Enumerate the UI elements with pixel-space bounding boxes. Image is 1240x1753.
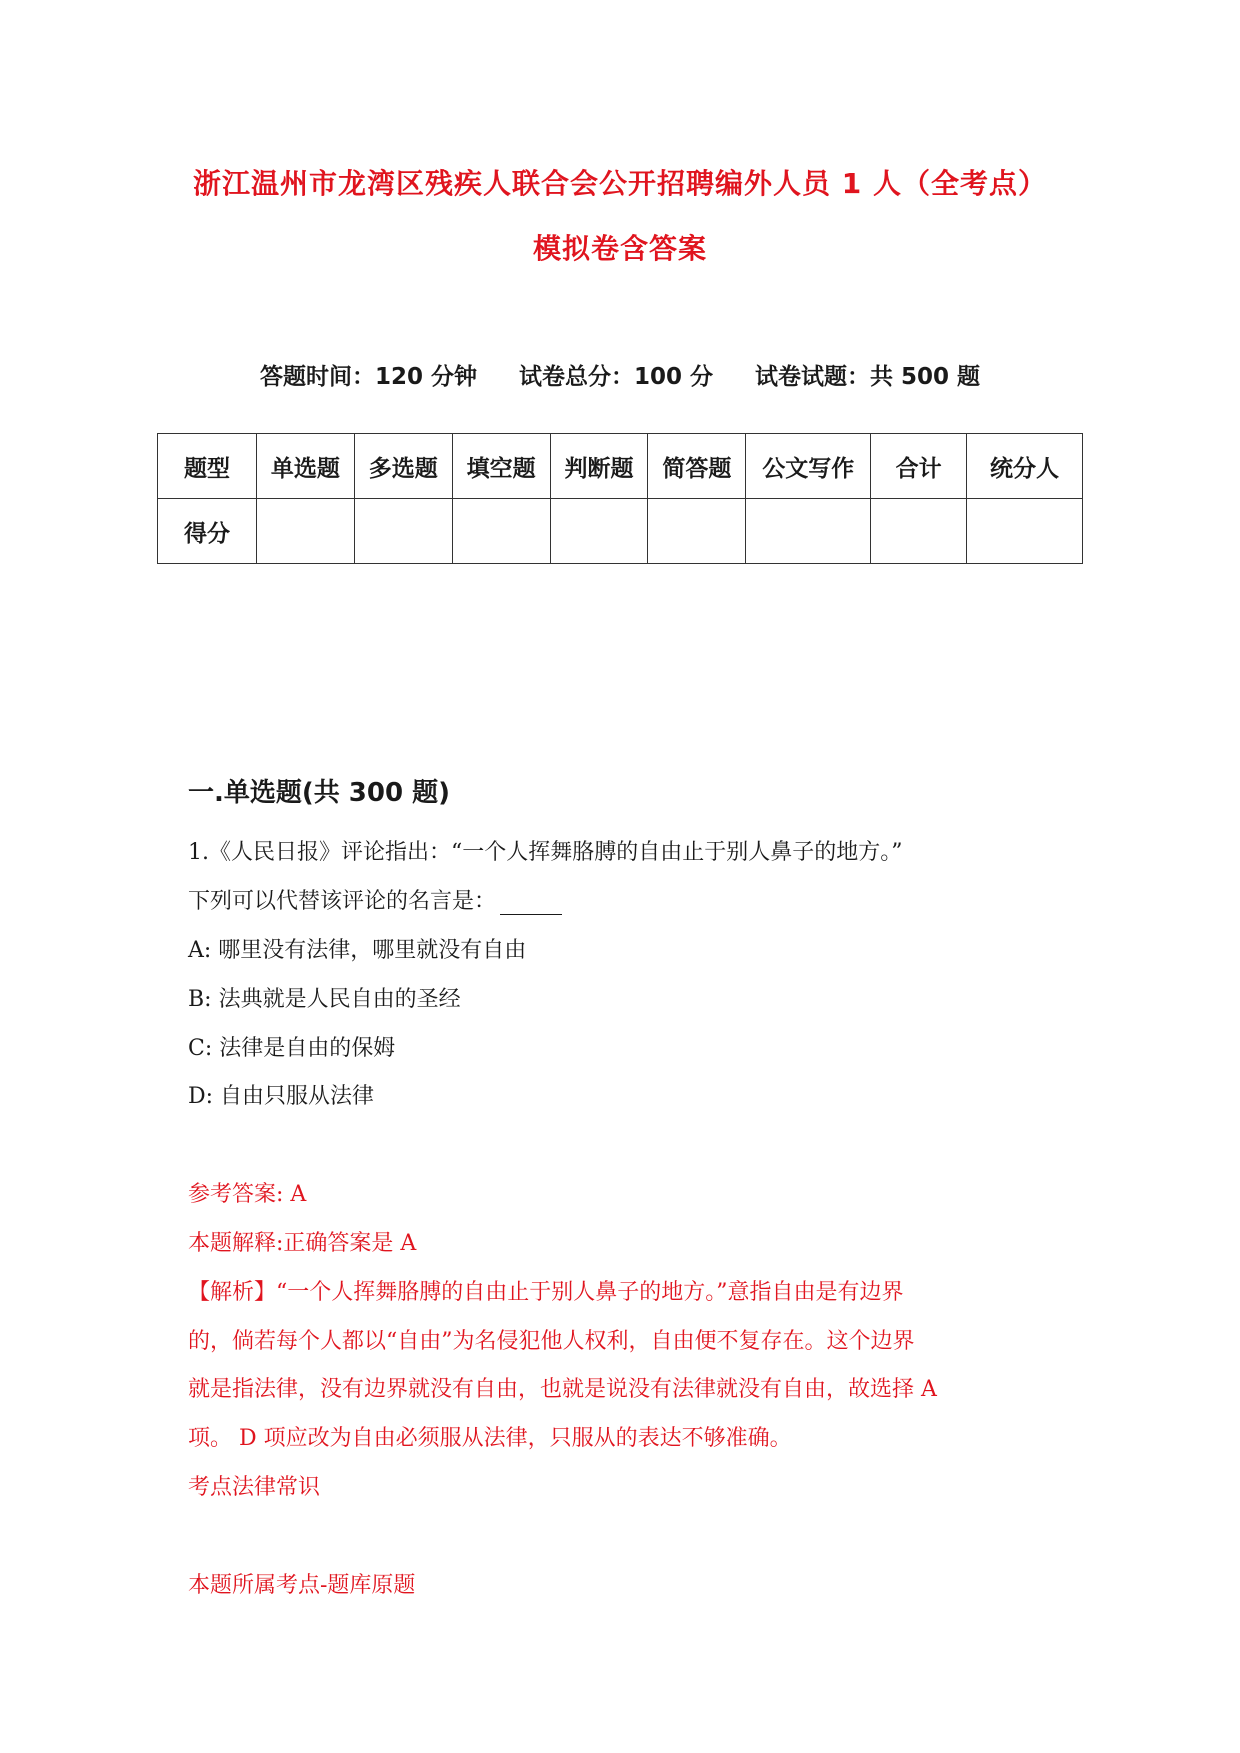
analysis-line-2: 的，倘若每个人都以“自由”为名侵犯他人权利，自由便不复存在。这个边界: [188, 1329, 915, 1354]
score-table-score-row: [158, 499, 1083, 564]
document-title-line-2: 模拟卷含答案: [532, 232, 707, 265]
score-table-header: 合计: [871, 434, 967, 499]
score-table-header: 简答题: [648, 434, 746, 499]
question-category: 本题所属考点-题库原题: [188, 1573, 416, 1598]
exam-info: [0, 358, 1240, 391]
score-table-header: 公文写作: [746, 434, 871, 499]
analysis-tag: 【解析】: [188, 1280, 277, 1305]
question-stem-line-2: [188, 884, 562, 915]
knowledge-point: 考点法律常识: [188, 1475, 321, 1500]
document-title-line-1: 浙江温州市龙湾区残疾人联合会公开招聘编外人员 1 人（全考点）: [193, 167, 1047, 200]
score-table-header: 判断题: [550, 434, 648, 499]
analysis-line-1: [188, 1275, 904, 1306]
score-table-header: 填空题: [452, 434, 550, 499]
exam-question-count: 试卷试题：共 500 题: [755, 364, 981, 390]
section-heading: 一.单选题(共 300 题): [188, 778, 451, 808]
score-cell: [354, 499, 452, 564]
score-table-header: 题型: [158, 434, 257, 499]
reference-answer: 参考答案: A: [188, 1182, 307, 1207]
score-table-header: 多选题: [354, 434, 452, 499]
score-cell: [452, 499, 550, 564]
score-cell: [967, 499, 1083, 564]
analysis-text: “一个人挥舞胳膊的自由止于别人鼻子的地方。”意指自由是有边界: [276, 1280, 904, 1305]
exam-total-score: 试卷总分：100 分: [518, 364, 714, 390]
option-c: C: 法律是自由的保姆: [188, 1036, 396, 1061]
exam-time: 答题时间：120 分钟: [259, 364, 477, 390]
question-stem-line-1: 1.《人民日报》评论指出：“一个人挥舞胳膊的自由止于别人鼻子的地方。”: [188, 840, 903, 865]
score-cell: [746, 499, 871, 564]
score-table-header: 单选题: [256, 434, 354, 499]
score-cell: [648, 499, 746, 564]
option-d: D: 自由只服从法律: [188, 1084, 375, 1109]
option-a: A: 哪里没有法律，哪里就没有自由: [188, 938, 527, 963]
score-cell: [256, 499, 354, 564]
score-cell: [550, 499, 648, 564]
explanation-head: 本题解释:正确答案是 A: [188, 1231, 417, 1256]
score-table-header: 统分人: [967, 434, 1083, 499]
answer-blank: [500, 892, 562, 915]
analysis-line-4: 项。 D 项应改为自由必须服从法律，只服从的表达不够准确。: [188, 1426, 792, 1451]
score-table-header-row: [158, 434, 1083, 499]
question-stem-text: 下列可以代替该评论的名言是：: [188, 889, 497, 914]
score-cell: [871, 499, 967, 564]
score-row-label: 得分: [158, 499, 257, 564]
option-b: B: 法典就是人民自由的圣经: [188, 987, 461, 1012]
score-table: [157, 433, 1083, 564]
analysis-line-3: 就是指法律，没有边界就没有自由，也就是说没有法律就没有自由，故选择 A: [188, 1377, 937, 1402]
